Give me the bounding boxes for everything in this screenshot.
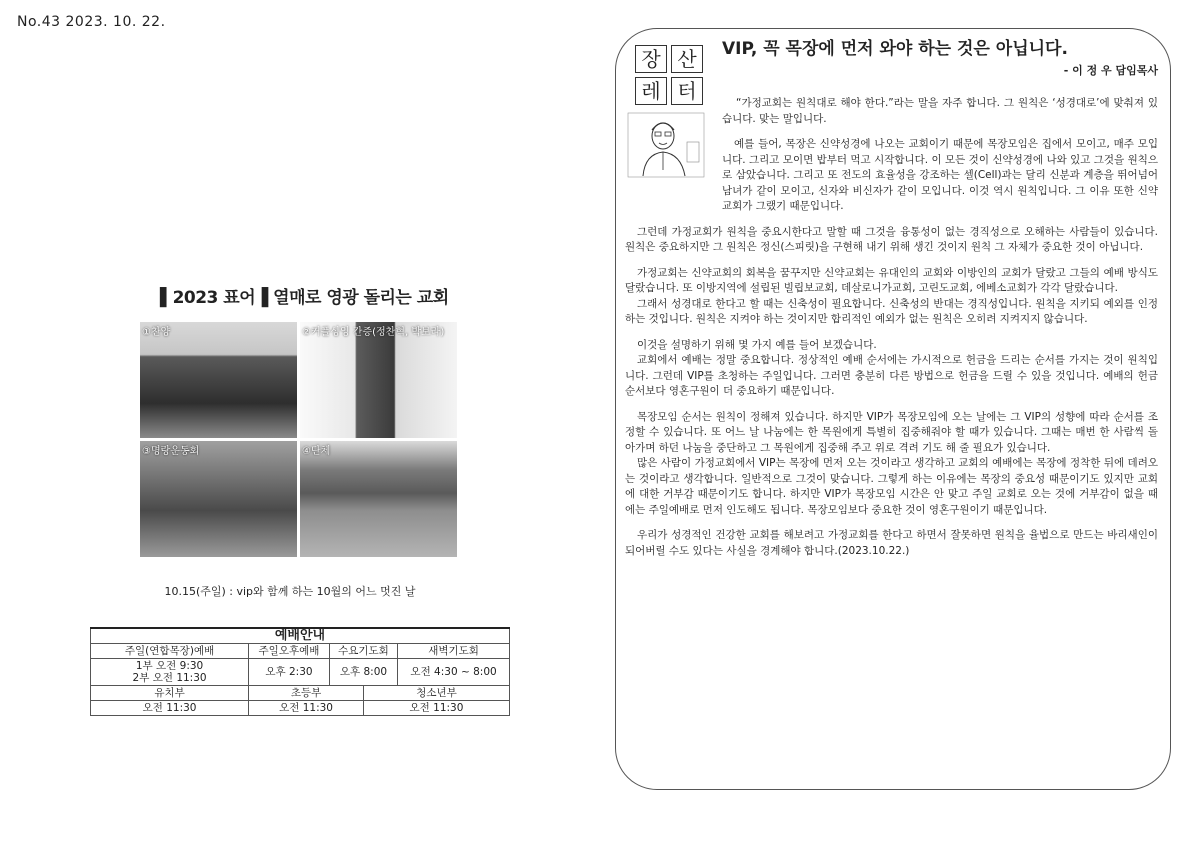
worship-schedule-table: [90, 627, 510, 716]
table-cell: 오후 2:30: [249, 659, 330, 686]
photo-label: ②커플싱잉 간증(정찬혁, 박보라): [302, 327, 445, 338]
worship-schedule-title: 예배안내: [91, 628, 510, 644]
badge-char: 레: [635, 77, 667, 105]
table-cell: [91, 659, 249, 686]
letter-paragraph: 그런데 가정교회가 원칙을 중요시한다고 말할 때 그것을 융통성이 없는 경직성으로 오해하는 사람들이 있습니다. 원칙은 중요하지만 그 원칙은 정신(스피릿)을 구현해 내기 위해 생긴 것이지 원칙 그 자체가 중요한 것이 아닙니다.: [625, 225, 1158, 253]
photo-grid: [140, 322, 458, 558]
sunday-second-service: 2부 오전 11:30: [132, 672, 207, 684]
table-header: 새벽기도회: [398, 644, 510, 659]
badge-char: 산: [671, 45, 703, 73]
table-cell: 오전 11:30: [91, 701, 249, 716]
photo-label: ①찬양: [142, 327, 171, 338]
letter-paragraph: 예를 들어, 목장은 신약성경에 나오는 교회이기 때문에 목장모임은 집에서 모이고, 매주 모입니다. 그리고 모이면 밥부터 먹고 시작합니다. 이 모든 것이 신약성경에 나와 있고 그것을 원칙으로 삼았습니다. 그리고 또 전도의 효율성을 강조하는 셀(Cell)과는 달리 신분과 계층을 뛰어넘어 남녀가 같이 모이고, 신자와 비신자가 같이 모입니다. 이것 역시 원칙입니다. 그 이유 또한 신약교회가 그랬기 때문입니다.: [722, 138, 1158, 212]
photo-group: [300, 441, 457, 557]
table-header: 청소년부: [363, 686, 509, 701]
letter-paragraph: 우리가 성경적인 건강한 교회를 해보려고 가정교회를 한다고 하면서 잘못하면 원칙을 율법으로 만드는 바리새인이 되어버릴 수도 있다는 사실을 경계해야 합니다.(2023.10.22.): [625, 529, 1158, 557]
photo-caption: 10.15(주일) : vip와 함께 하는 10월의 어느 멋진 날: [164, 585, 416, 598]
table-header: 수요기도회: [329, 644, 397, 659]
photo-sports-day: [140, 441, 297, 557]
letter-paragraph: 이것을 설명하기 위해 몇 가지 예를 들어 보겠습니다.: [637, 338, 877, 351]
letter-title: VIP, 꼭 목장에 먼저 와야 하는 것은 아닙니다.: [722, 39, 1068, 59]
table-cell: 오전 4:30 ~ 8:00: [398, 659, 510, 686]
table-header: 유치부: [91, 686, 249, 701]
letter-paragraph: 목장모임 순서는 원칙이 정해져 있습니다. 하지만 VIP가 목장모임에 오는 날에는 그 VIP의 성향에 따라 순서를 조정할 수 있습니다. 또 어느 날 나눔에는 한 목원에게 특별히 집중해줘야 할 때가 있습니다. 그때는 매번 한 사람씩 돌아가며 하던 나눔을 중단하고 그 목원에게 집중해 주고 위로 격려 기도 해 줄 필요가 있습니다.: [625, 410, 1158, 454]
letter-paragraph: 많은 사람이 가정교회에서 VIP는 목장에 먼저 오는 것이라고 생각하고 교회의 예배에는 목장에 정착한 뒤에 데려오는 것이라고 생각합니다. 일반적으로 그것이 맞습니다. 그렇게 하는 이유에는 목장의 중요성 때문이기도 있지만 교회에 대한 거부감 때문이기도 합니다. 하지만 VIP가 목장모임 시간은 안 맞고 주일 교회로 오는 것에 거부감이 없을 때에는 주일예배로 먼저 인도해도 됩니다. 목장모임보다 중요한 것이 영혼구원이기 때문입니다.: [625, 457, 1158, 516]
photo-couple-singing: [300, 322, 457, 438]
letter-paragraph: 그래서 성경대로 한다고 할 때는 신축성이 필요합니다. 신축성의 반대는 경직성입니다. 원칙을 지키되 예외를 인정하는 것입니다. 원칙은 지켜야 하는 것이지만 합리적인 예외가 없는 원칙은 오히려 지켜지지 않습니다.: [625, 297, 1158, 325]
letter-paragraph: “가정교회는 원칙대로 해야 한다.”라는 말을 자주 합니다. 그 원칙은 ‘성경대로’에 맞춰져 있습니다. 맞는 말입니다.: [722, 97, 1158, 125]
photo-label: ③명랑운동회: [142, 446, 200, 457]
table-header: 초등부: [249, 686, 364, 701]
table-cell: 오전 11:30: [363, 701, 509, 716]
church-motto: ▌2023 표어▐ 열매로 영광 돌리는 교회: [160, 288, 449, 308]
table-cell: 오전 11:30: [249, 701, 364, 716]
table-header: 주일(연합목장)예배: [91, 644, 249, 659]
sunday-first-service: 1부 오전 9:30: [135, 660, 204, 672]
issue-line: No.43 2023. 10. 22.: [17, 14, 166, 30]
badge-char: 장: [635, 45, 667, 73]
letter-author: - 이 정 우 담임목사: [1063, 64, 1158, 77]
letter-paragraph: 교회에서 예배는 정말 중요합니다. 정상적인 예배 순서에는 가시적으로 헌금을 드리는 순서를 가지는 것이 원칙입니다. 그런데 VIP를 초청하는 주일입니다. 그러면 충분히 다른 방법으로 헌금을 드릴 수 있을 것입니다. 예배의 헌금순서보다 영혼구원이 더 중요하기 때문입니다.: [625, 354, 1158, 397]
table-header: 주일오후예배: [249, 644, 330, 659]
photo-praise: [140, 322, 297, 438]
letter-paragraph: 가정교회는 신약교회의 회복을 꿈꾸지만 신약교회는 유대인의 교회와 이방인의 교회가 달랐고 그들의 예배 방식도 달랐습니다. 또 이방지역에 설립된 빌립보교회, 데살로니가교회, 고린도교회, 에베소교회가 각각 달랐습니다.: [625, 266, 1158, 294]
letter-body: [625, 96, 1158, 569]
photo-label: ④단체: [302, 446, 331, 457]
table-cell: 오후 8:00: [329, 659, 397, 686]
badge-char: 터: [671, 77, 703, 105]
